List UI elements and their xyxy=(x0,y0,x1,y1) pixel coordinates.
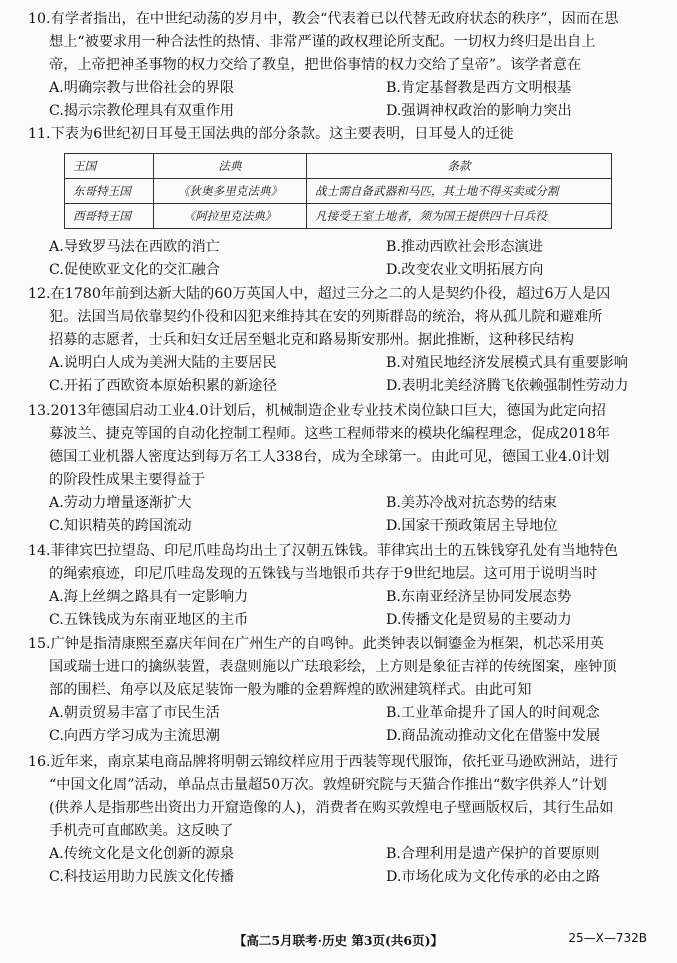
options xyxy=(28,843,660,889)
question-stem xyxy=(28,400,660,492)
question-16 xyxy=(28,751,660,889)
stem-line: 想上“被要求用一种合法性的热情、非常严谨的政权理论所支配。一切权力终归是出自上 xyxy=(49,34,596,50)
option-a: A.劳动力增量逐渐扩大 xyxy=(49,495,192,511)
stem-line: “中国文化周”活动，单品点击量超50万次。敦煌研究院与天猫合作推出“数字供养人”计划 xyxy=(49,777,607,793)
stem-line: 的阶段性成果主要得益于 xyxy=(49,472,206,488)
stem-line: 14.菲律宾巴拉望岛、印尼爪哇岛均出土了汉朝五铢钱。菲律宾出土的五铢钱穿孔处有当地特色 xyxy=(28,543,619,559)
options xyxy=(28,236,660,282)
stem-line: 部的围栏、角亭以及底足装饰一般为雕的金碧辉煌的欧洲建筑样式。由此可知 xyxy=(49,682,532,698)
question-14 xyxy=(28,540,660,632)
option-d: D.改变农业文明拓展方向 xyxy=(386,262,544,278)
option-b: B.东南亚经济呈协同发展态势 xyxy=(386,589,572,605)
option-b: B.对殖民地经济发展模式具有重要影响 xyxy=(386,355,628,371)
stem-line: 手机壳可直邮欧美。这反映了 xyxy=(49,823,234,839)
table-cell: 《阿拉里克法典》 xyxy=(154,204,307,229)
options xyxy=(28,77,660,123)
stem-line: 的绳索痕迹，印尼爪哇岛发现的五铢钱与当地银币共存于9世纪地层。这可用于说明当时 xyxy=(49,566,598,582)
question-10 xyxy=(28,8,660,123)
option-c: C.促使欧亚文化的交汇融合 xyxy=(49,262,220,278)
option-c: C.揭示宗教伦理具有双重作用 xyxy=(49,103,235,119)
option-a: A.朝贡贸易丰富了市民生活 xyxy=(49,705,220,721)
stem-line: 16.近年来，南京某电商品牌将明朝云锦纹样应用于西装等现代服饰，依托亚马逊欧洲站，进行 xyxy=(28,754,619,770)
stem-line: 12.在1780年前到达新大陆的60万英国人中，超过三分之二的人是契约仆役，超过6万人是囚 xyxy=(28,286,611,302)
options xyxy=(28,492,660,538)
option-d: D.强调神权政治的影响力突出 xyxy=(386,103,572,119)
option-b: B.推动西欧社会形态演进 xyxy=(386,239,543,255)
footer-title: 【高二5月联考·历史 第3页(共6页)】 xyxy=(233,933,444,948)
table-header-row xyxy=(65,154,612,179)
option-d: D.传播文化是贸易的主要动力 xyxy=(386,612,572,628)
exam-code: 25—X—732B xyxy=(568,931,647,945)
option-c: C.五铢钱成为东南亚地区的主币 xyxy=(49,612,249,628)
table-cell: 东哥特王国 xyxy=(65,179,154,204)
option-a: A.导致罗马法在西欧的消亡 xyxy=(49,239,220,255)
table-cell: 战士需自备武器和马匹，其土地不得买卖或分割 xyxy=(307,179,612,204)
question-stem xyxy=(28,540,660,586)
option-b: B.肯定基督教是西方文明根基 xyxy=(386,80,572,96)
stem-line: 13.2013年德国启动工业4.0计划后，机械制造企业专业技术岗位缺口巨大，德国为此定向招 xyxy=(28,403,606,419)
stem-line: 帝，上帝把神圣事物的权力交给了教皇，把世俗事情的权力交给了皇帝”。该学者意在 xyxy=(49,57,582,73)
option-d: D.商品流动推动文化在借鉴中发展 xyxy=(386,728,601,744)
option-d: D.国家干预政策居主导地位 xyxy=(386,518,558,534)
option-b: B.美苏冷战对抗态势的结束 xyxy=(386,495,557,511)
option-b: B.工业革命提升了国人的时间观念 xyxy=(386,705,600,721)
table-cell: 西哥特王国 xyxy=(65,204,154,229)
option-d: D.市场化成为文化传承的必由之路 xyxy=(386,869,601,885)
table-cell: 《狄奥多里克法典》 xyxy=(154,179,307,204)
question-13 xyxy=(28,400,660,538)
question-12 xyxy=(28,283,660,398)
stem-line: 国或瑞士进口的擒纵装置，表盘则施以广珐琅彩绘，上方则是象征吉祥的传统图案，座钟顶 xyxy=(49,659,617,675)
option-a: A.海上丝绸之路具有一定影响力 xyxy=(49,589,249,605)
stem-line: 11.下表为6世纪初日耳曼王国法典的部分条款。这主要表明，日耳曼人的迁徙 xyxy=(28,126,514,142)
question-stem xyxy=(28,283,660,352)
stem-line: 10.有学者指出，在中世纪动荡的岁月中，教会“代表着已以代替无政府状态的秩序”，因而在思 xyxy=(28,11,619,27)
stem-line: 招募的志愿者，士兵和妇女迁居至魁北克和路易斯安那州。据此推断，这种移民结构 xyxy=(49,332,574,348)
table-row xyxy=(65,179,612,204)
table-cell: 凡接受王室土地者，须为国王提供四十日兵役 xyxy=(307,204,612,229)
table-row xyxy=(65,204,612,229)
question-stem xyxy=(28,633,660,702)
option-c: C.开拓了西欧资本原始积累的新途径 xyxy=(49,378,277,394)
stem-line: 犯。法国当局依靠契约仆役和囚犯来维持其在安的列斯群岛的统治，将从孤儿院和避难所 xyxy=(49,309,603,325)
question-11 xyxy=(28,123,660,146)
option-c: C.科技运用助力民族文化传播 xyxy=(49,869,235,885)
law-code-table xyxy=(64,153,612,229)
option-a: A.说明白人成为美洲大陆的主要居民 xyxy=(49,355,277,371)
options xyxy=(28,702,660,748)
table-header: 法典 xyxy=(154,154,307,179)
option-d: D.表明北美经济腾飞依赖强制性劳动力 xyxy=(386,378,629,394)
question-15 xyxy=(28,633,660,748)
option-b: B.合理利用是遗产保护的首要原则 xyxy=(386,846,600,862)
question-11-options xyxy=(28,236,660,282)
stem-line: 德国工业机器人密度达到每万名工人338台，成为全球第一。由此可见，德国工业4.0计划 xyxy=(49,449,610,465)
question-stem xyxy=(28,123,660,146)
option-c: C.知识精英的跨国流动 xyxy=(49,518,192,534)
question-stem xyxy=(28,8,660,77)
page-footer xyxy=(0,931,677,951)
option-a: A.明确宗教与世俗社会的界限 xyxy=(49,80,235,96)
option-c: C.向西方学习成为主流思潮 xyxy=(49,728,220,744)
stem-line: 募波兰、捷克等国的自动化控制工程师。这些工程师带来的模块化编程理念，促成2018年 xyxy=(49,426,611,442)
stem-line: (供养人是指那些出资出力开窟造像的人)，消费者在购买敦煌电子壁画版权后，其行生品如 xyxy=(49,800,614,816)
table-header: 条款 xyxy=(307,154,612,179)
question-stem xyxy=(28,751,660,843)
options xyxy=(28,586,660,632)
table-header: 王国 xyxy=(65,154,154,179)
options xyxy=(28,352,660,398)
option-a: A.传统文化是文化创新的源泉 xyxy=(49,846,235,862)
stem-line: 15.广钟是指清康熙至嘉庆年间在广州生产的自鸣钟。此类钟表以铜鎏金为框架，机芯采用英 xyxy=(28,636,604,652)
